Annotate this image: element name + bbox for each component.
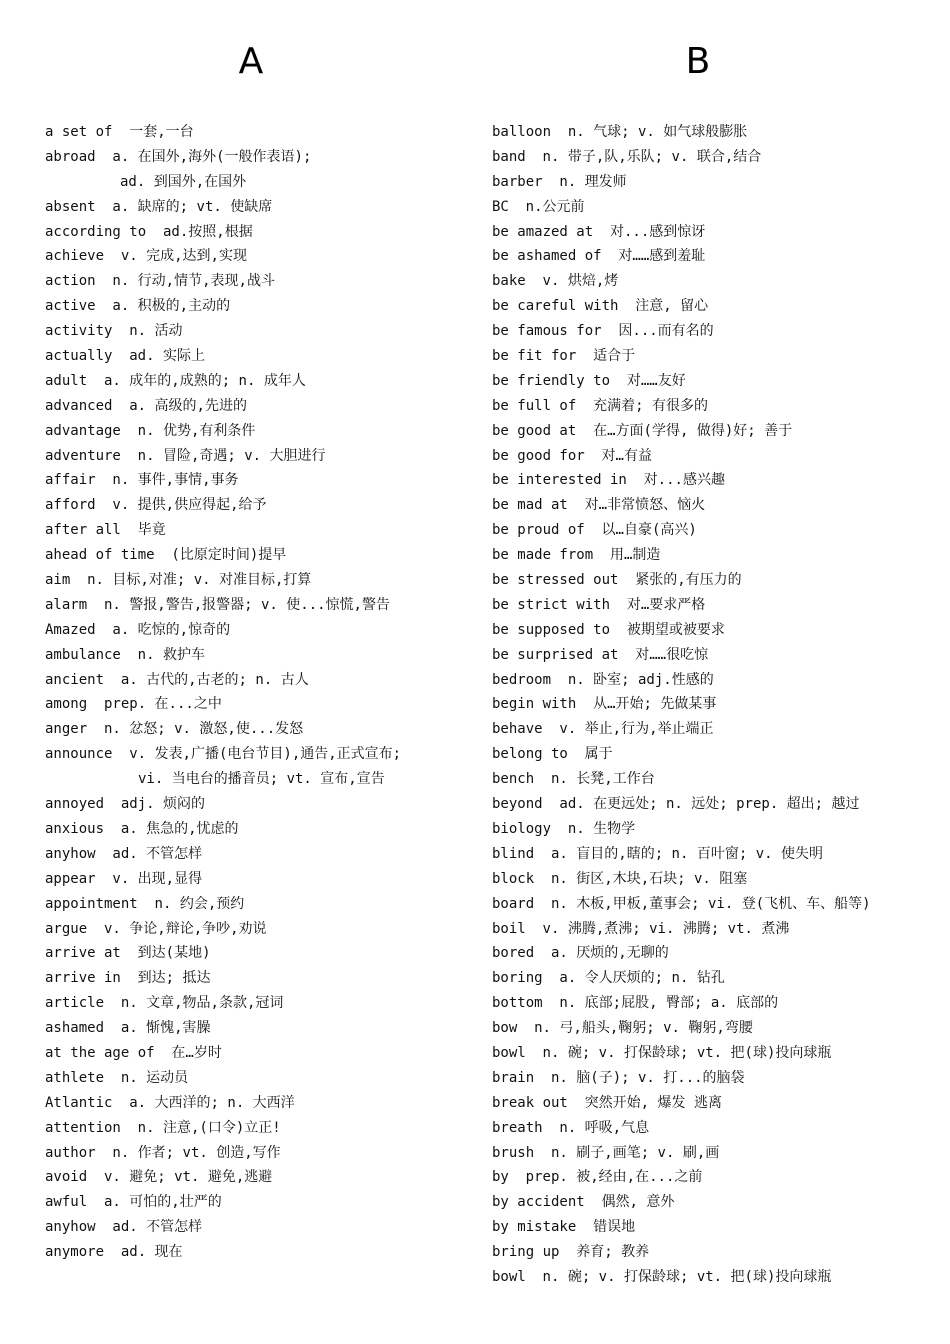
vocab-entry — [492, 220, 932, 245]
vocab-word: article — [45, 995, 105, 1012]
vocab-entry — [492, 294, 932, 319]
vocab-word: band — [492, 148, 526, 165]
vocab-word: be friendly to — [492, 372, 611, 389]
vocab-definition: 适合于 — [584, 348, 636, 365]
vocab-entry — [45, 1016, 475, 1041]
vocab-definition: 错误地 — [584, 1219, 636, 1236]
vocab-entry — [45, 493, 475, 518]
vocab-definition: n. 碗; v. 打保龄球; vt. 把(球)投向球瓶 — [534, 1268, 832, 1285]
vocab-entry — [45, 867, 475, 892]
vocab-word: board — [492, 895, 535, 912]
vocab-word: ambulance — [45, 646, 121, 663]
vocab-entry — [45, 1190, 475, 1215]
vocab-entry — [492, 244, 932, 269]
vocab-definition: n. 刷子,画笔; v. 刷,画 — [542, 1144, 720, 1161]
vocab-entry — [45, 767, 475, 792]
vocab-word: bottom — [492, 995, 543, 1012]
vocab-definition: ad. 现在 — [112, 1244, 183, 1261]
vocab-word: be supposed to — [492, 621, 611, 638]
vocab-word: anymore — [45, 1244, 105, 1261]
vocab-entry — [45, 1116, 475, 1141]
vocab-definition: prep. 被,经由,在...之前 — [517, 1169, 703, 1186]
vocab-entry — [492, 842, 932, 867]
vocab-word: adult — [45, 372, 88, 389]
vocab-definition: n. 气球; v. 如气球般膨胀 — [559, 124, 748, 140]
vocab-entry — [45, 966, 475, 991]
vocab-entry — [492, 867, 932, 892]
vocab-entry — [45, 917, 475, 942]
vocab-word: be careful with — [492, 298, 619, 315]
vocab-entry — [492, 966, 932, 991]
vocab-entry — [492, 120, 932, 145]
vocab-definition: n. 带子,队,乐队; v. 联合,结合 — [534, 148, 762, 165]
vocab-entry — [492, 518, 932, 543]
vocab-definition: n. 救护车 — [129, 646, 205, 663]
vocab-entry — [45, 1165, 475, 1190]
vocab-entry — [492, 941, 932, 966]
section-heading-b: B — [685, 41, 711, 82]
vocab-definition: 以…自豪(高兴) — [593, 522, 697, 539]
vocab-definition: 用…制造 — [601, 547, 661, 564]
vocab-definition: ad. 不管怎样 — [103, 1219, 203, 1236]
vocab-word: be full of — [492, 397, 577, 414]
vocab-entry — [45, 394, 475, 419]
vocab-entry — [45, 244, 475, 269]
vocab-word: at the age of — [45, 1044, 155, 1061]
vocab-word: anyhow — [45, 845, 96, 862]
vocab-word: announce — [45, 746, 113, 763]
vocab-definition: v. 避免; vt. 避免,逃避 — [95, 1169, 273, 1186]
vocab-definition: v. 举止,行为,举止端正 — [550, 721, 714, 738]
vocab-entry — [492, 419, 932, 444]
vocab-definition: ad. 在更远处; n. 远处; prep. 超出; 越过 — [550, 796, 860, 813]
vocab-word: biology — [492, 820, 552, 837]
vocab-entry — [492, 145, 932, 170]
vocab-entry — [492, 917, 932, 942]
vocab-entry — [492, 1016, 932, 1041]
vocab-word: behave — [492, 721, 543, 738]
vocab-word: afford — [45, 497, 96, 514]
vocab-entry — [492, 369, 932, 394]
vocab-word: adventure — [45, 447, 121, 464]
vocab-entry — [45, 1215, 475, 1240]
section-heading-a: A — [238, 41, 264, 82]
vocab-definition: ad. 实际上 — [120, 348, 205, 365]
vocab-entry — [45, 444, 475, 469]
vocab-word: bow — [492, 1020, 518, 1037]
vocab-entry — [45, 369, 475, 394]
vocab-word: appear — [45, 870, 96, 887]
vocab-entry — [45, 692, 475, 717]
vocab-entry — [45, 344, 475, 369]
vocab-entry — [45, 991, 475, 1016]
vocab-word: by accident — [492, 1194, 585, 1211]
vocab-definition: v. 烘焙,烤 — [534, 273, 619, 290]
vocab-definition: n. 作者; vt. 创造,写作 — [103, 1144, 281, 1161]
vocab-entry — [45, 120, 475, 145]
vocab-definition: n. 约会,预约 — [146, 895, 245, 912]
vocab-word: avoid — [45, 1169, 88, 1186]
vocab-word: bedroom — [492, 671, 552, 688]
vocab-entry — [492, 543, 932, 568]
vocab-word: be good for — [492, 447, 585, 464]
vocab-entry — [45, 817, 475, 842]
vocab-definition: a. 缺席的; vt. 使缺席 — [103, 198, 273, 215]
vocab-word: by mistake — [492, 1219, 577, 1236]
vocab-definition: n. 活动 — [120, 323, 183, 340]
vocab-definition: 到达; 抵达 — [129, 970, 211, 987]
vocab-word: boring — [492, 970, 543, 987]
vocab-entry — [492, 1215, 932, 1240]
vocab-definition: 在…方面(学得, 做得)好; 善于 — [584, 422, 793, 439]
vocab-word: abroad — [45, 148, 96, 165]
vocab-definition: n. 碗; v. 打保龄球; vt. 把(球)投向球瓶 — [534, 1044, 832, 1061]
vocab-word: begin with — [492, 696, 577, 713]
vocab-entry — [492, 1116, 932, 1141]
vocab-word: brain — [492, 1069, 535, 1086]
vocab-word: after all — [45, 522, 121, 539]
vocab-entry — [492, 344, 932, 369]
vocab-definition: a. 厌烦的,无聊的 — [542, 945, 669, 962]
vocab-word: ahead of time — [45, 547, 155, 564]
vocab-word: bowl — [492, 1044, 526, 1061]
vocab-definition: a. 高级的,先进的 — [120, 397, 247, 414]
vocab-definition: n. 事件,事情,事务 — [103, 472, 239, 489]
vocab-definition: n. 呼吸,气息 — [550, 1119, 650, 1136]
vocab-entry — [492, 269, 932, 294]
vocab-entry — [492, 668, 932, 693]
vocab-entry — [45, 593, 475, 618]
vocab-word: by — [492, 1169, 509, 1186]
vocab-definition: 在…岁时 — [162, 1044, 222, 1061]
vocab-word: awful — [45, 1194, 88, 1211]
vocab-word: boil — [492, 920, 526, 937]
vocab-word: advantage — [45, 422, 121, 439]
vocab-entry — [45, 643, 475, 668]
vocab-word: be mad at — [492, 497, 568, 514]
vocab-word: be fit for — [492, 348, 577, 365]
vocab-entry — [45, 941, 475, 966]
vocab-word: be good at — [492, 422, 577, 439]
vocab-definition: 对……友好 — [618, 372, 686, 389]
vocab-entry — [45, 518, 475, 543]
vocab-word: active — [45, 298, 96, 315]
vocab-entry — [45, 1240, 475, 1265]
vocab-entry — [492, 493, 932, 518]
vocab-entry — [492, 717, 932, 742]
vocab-definition: a. 令人厌烦的; n. 钻孔 — [550, 970, 725, 987]
vocab-word: be surprised at — [492, 646, 619, 663]
vocab-word: bake — [492, 273, 526, 290]
vocab-word: be interested in — [492, 472, 627, 489]
vocab-entry — [45, 269, 475, 294]
vocab-definition: v. 出现,显得 — [103, 870, 203, 887]
vocab-definition: n. 街区,木块,石块; v. 阻塞 — [542, 870, 748, 887]
vocab-definition: v. 争论,辩论,争吵,劝说 — [95, 920, 267, 937]
vocab-entry — [45, 1066, 475, 1091]
vocab-word: bring up — [492, 1244, 560, 1261]
vocab-entry — [492, 1041, 932, 1066]
vocab-word: according to — [45, 223, 147, 240]
vocab-definition: n. 运动员 — [112, 1069, 189, 1086]
vocab-word: be made from — [492, 547, 594, 564]
vocab-word: activity — [45, 323, 113, 340]
vocab-definition: n. 木板,甲板,董事会; vi. 登(飞机、车、船等) — [542, 895, 871, 912]
vocab-definition: 从…开始; 先做某事 — [584, 696, 717, 713]
vocab-entry — [45, 892, 475, 917]
vocab-entry — [492, 1240, 932, 1265]
vocab-entry — [45, 842, 475, 867]
vocab-word: a set of — [45, 124, 113, 140]
vocab-word: bored — [492, 945, 535, 962]
vocab-definition: a. 吃惊的,惊奇的 — [103, 621, 231, 638]
vocab-definition: ad. 不管怎样 — [103, 845, 203, 862]
vocab-word: be proud of — [492, 522, 585, 539]
vocab-entry — [492, 394, 932, 419]
vocab-word: arrive at — [45, 945, 121, 962]
vocab-word: be amazed at — [492, 223, 594, 240]
vocab-definition: (比原定时间)提早 — [162, 547, 287, 564]
vocab-definition: vi. 当电台的播音员; vt. 宣布,宣告 — [138, 771, 385, 788]
vocab-definition: 对...感兴趣 — [635, 472, 725, 489]
vocab-word: barber — [492, 173, 543, 190]
vocab-entry — [45, 170, 475, 195]
vocab-definition: 到达(某地) — [129, 945, 211, 962]
vocab-definition: 突然开始, 爆发 逃离 — [576, 1094, 722, 1111]
vocab-definition: 养育; 教养 — [567, 1244, 650, 1261]
vocab-definition: a. 盲目的,瞎的; n. 百叶窗; v. 使失明 — [542, 845, 823, 862]
vocab-entry — [492, 692, 932, 717]
vocab-entry — [492, 1141, 932, 1166]
vocab-word: be strict with — [492, 596, 611, 613]
vocab-definition: 对……很吃惊 — [626, 646, 709, 663]
vocab-word: brush — [492, 1144, 535, 1161]
vocab-definition: 因...而有名的 — [609, 323, 714, 340]
vocab-definition: n. 长凳,工作台 — [542, 771, 655, 788]
vocab-word: appointment — [45, 895, 138, 912]
vocab-word: break out — [492, 1094, 568, 1111]
vocab-entry — [45, 792, 475, 817]
vocab-word: be stressed out — [492, 572, 619, 589]
vocab-definition: 一套,一台 — [120, 124, 194, 140]
vocab-definition: a. 古代的,古老的; n. 古人 — [112, 671, 309, 688]
vocab-entry — [492, 568, 932, 593]
vocab-entry — [45, 468, 475, 493]
vocab-entry — [45, 294, 475, 319]
vocab-definition: 对…要求严格 — [618, 596, 706, 613]
vocab-word: author — [45, 1144, 96, 1161]
vocab-word: achieve — [45, 248, 105, 265]
vocab-definition: ad.按照,根据 — [154, 223, 253, 240]
vocab-entry — [492, 319, 932, 344]
vocab-entry — [492, 1190, 932, 1215]
vocab-word: among — [45, 696, 88, 713]
vocab-definition: n. 文章,物品,条款,冠词 — [112, 995, 284, 1012]
vocab-word: Atlantic — [45, 1094, 113, 1111]
vocab-definition: n. 脑(子); v. 打...的脑袋 — [542, 1069, 745, 1086]
vocab-entry — [492, 593, 932, 618]
vocab-definition: a. 成年的,成熟的; n. 成年人 — [95, 372, 306, 389]
vocab-word: be ashamed of — [492, 248, 602, 265]
vocab-definition: prep. 在...之中 — [95, 696, 222, 713]
vocab-word: athlete — [45, 1069, 105, 1086]
vocab-entry — [492, 1165, 932, 1190]
vocab-definition: v. 完成,达到,实现 — [112, 248, 247, 265]
vocab-entry — [45, 145, 475, 170]
vocab-definition: n. 忿怒; v. 激怒,使...发怒 — [95, 721, 304, 738]
vocab-word: blind — [492, 845, 535, 862]
vocab-word: advanced — [45, 397, 113, 414]
vocab-entry — [45, 618, 475, 643]
vocab-entry — [45, 543, 475, 568]
vocab-definition: 对……感到羞耻 — [609, 248, 706, 265]
vocab-entry — [45, 220, 475, 245]
vocab-definition: ad. 到国外,在国外 — [120, 173, 247, 190]
vocab-word: belong to — [492, 746, 568, 763]
vocab-entry — [492, 468, 932, 493]
vocab-word: annoyed — [45, 796, 105, 813]
vocab-word: absent — [45, 198, 96, 215]
vocab-entry — [492, 792, 932, 817]
vocab-entry — [45, 419, 475, 444]
vocab-word: ancient — [45, 671, 105, 688]
vocab-entry — [492, 643, 932, 668]
vocab-entry — [45, 1091, 475, 1116]
vocab-word: argue — [45, 920, 88, 937]
vocab-definition: a. 在国外,海外(一般作表语); — [103, 148, 312, 165]
word-list-b — [492, 120, 932, 1290]
vocab-word: BC — [492, 198, 509, 215]
vocab-word: ashamed — [45, 1020, 105, 1037]
vocab-word: bench — [492, 771, 535, 788]
vocab-word: bowl — [492, 1268, 526, 1285]
vocab-definition: 对…有益 — [593, 447, 652, 464]
vocab-definition: v. 沸腾,煮沸; vi. 沸腾; vt. 煮沸 — [534, 920, 790, 937]
vocab-definition: n. 理发师 — [550, 173, 627, 190]
vocab-entry — [492, 767, 932, 792]
vocab-definition: a. 焦急的,忧虑的 — [112, 820, 239, 837]
vocab-definition: n. 注意,(口令)立正! — [129, 1119, 281, 1136]
vocab-entry — [492, 1265, 932, 1290]
vocab-definition: n. 行动,情节,表现,战斗 — [103, 273, 275, 290]
vocab-word: actually — [45, 348, 113, 365]
vocab-definition: n. 冒险,奇遇; v. 大胆进行 — [129, 447, 326, 464]
vocab-definition: n. 优势,有利条件 — [129, 422, 256, 439]
vocab-definition: 充满着; 有很多的 — [584, 397, 708, 414]
vocab-entry — [492, 817, 932, 842]
vocab-entry — [45, 1141, 475, 1166]
vocab-definition: 注意, 留心 — [626, 298, 709, 315]
vocab-word: be famous for — [492, 323, 602, 340]
vocab-definition: n. 生物学 — [559, 820, 636, 837]
vocab-entry — [45, 319, 475, 344]
vocab-definition: n. 警报,警告,报警器; v. 使...惊慌,警告 — [95, 596, 390, 613]
vocab-word: aim — [45, 572, 71, 589]
vocab-word: breath — [492, 1119, 543, 1136]
vocab-entry — [492, 1066, 932, 1091]
vocab-entry — [492, 742, 932, 767]
vocab-definition: 被期望或被要求 — [618, 621, 725, 638]
vocab-entry — [45, 568, 475, 593]
vocab-entry — [492, 991, 932, 1016]
vocab-definition: v. 提供,供应得起,给予 — [103, 497, 267, 514]
vocab-entry — [492, 170, 932, 195]
vocab-entry — [492, 444, 932, 469]
vocab-definition: 紧张的,有压力的 — [626, 572, 742, 589]
vocab-definition: n. 目标,对准; v. 对准目标,打算 — [78, 572, 312, 589]
vocab-entry — [45, 195, 475, 220]
vocab-definition: 毕竟 — [129, 522, 166, 539]
vocab-word: block — [492, 870, 535, 887]
vocab-word: action — [45, 273, 96, 290]
vocab-definition: 属于 — [576, 746, 613, 763]
vocab-entry — [492, 892, 932, 917]
vocab-definition: n. 弓,船头,鞠躬; v. 鞠躬,弯腰 — [525, 1020, 753, 1037]
vocab-word: beyond — [492, 796, 543, 813]
vocab-entry — [492, 618, 932, 643]
vocab-entry — [45, 1041, 475, 1066]
vocab-entry — [45, 717, 475, 742]
vocab-definition: n.公元前 — [517, 198, 585, 215]
vocab-word: arrive in — [45, 970, 121, 987]
vocab-definition: adj. 烦闷的 — [112, 796, 205, 813]
vocab-word: balloon — [492, 124, 552, 140]
vocab-entry — [492, 1091, 932, 1116]
vocab-word: attention — [45, 1119, 121, 1136]
vocab-word: anxious — [45, 820, 105, 837]
vocab-definition: 对...感到惊讶 — [601, 223, 706, 240]
vocab-definition: a. 惭愧,害臊 — [112, 1020, 211, 1037]
vocab-word: anger — [45, 721, 88, 738]
vocab-entry — [492, 195, 932, 220]
word-list-a — [45, 120, 475, 1265]
vocab-entry — [45, 742, 475, 767]
vocab-word: affair — [45, 472, 96, 489]
vocab-word: Amazed — [45, 621, 96, 638]
vocab-definition: 偶然, 意外 — [593, 1194, 675, 1211]
vocab-definition: a. 积极的,主动的 — [103, 298, 231, 315]
vocab-definition: n. 底部;屁股, 臀部; a. 底部的 — [550, 995, 779, 1012]
vocab-word: alarm — [45, 596, 88, 613]
vocab-definition: a. 大西洋的; n. 大西洋 — [120, 1094, 295, 1111]
vocab-definition: 对…非常愤怒、恼火 — [576, 497, 706, 514]
vocab-definition: n. 卧室; adj.性感的 — [559, 671, 714, 688]
vocab-word: anyhow — [45, 1219, 96, 1236]
vocab-definition: v. 发表,广播(电台节目),通告,正式宣布; — [120, 746, 402, 763]
vocab-entry — [45, 668, 475, 693]
vocab-definition: a. 可怕的,壮严的 — [95, 1194, 222, 1211]
